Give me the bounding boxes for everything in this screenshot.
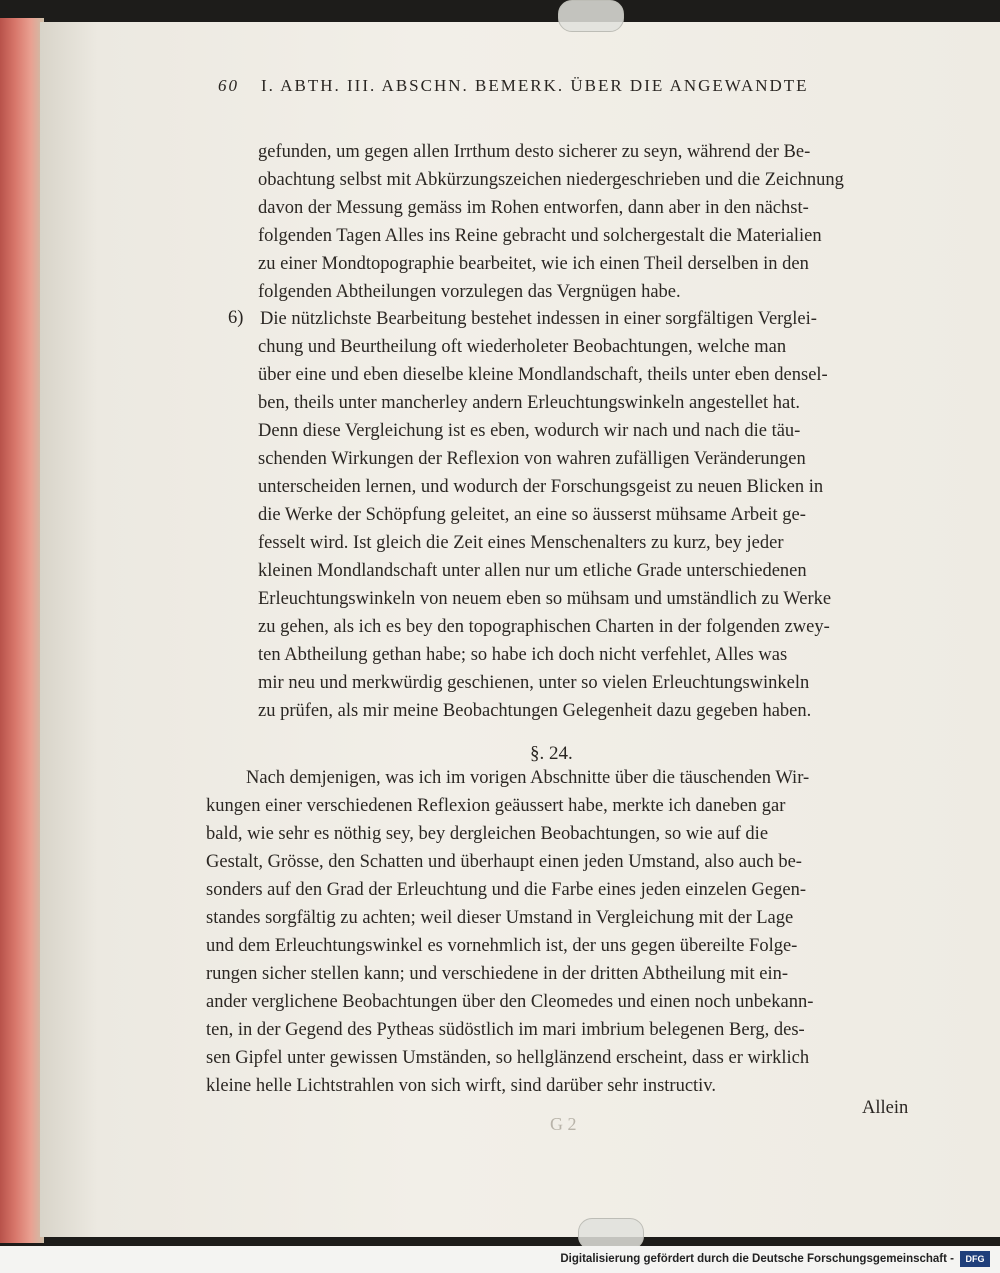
text-line: obachtung selbst mit Abkürzungszeichen niedergeschrieben und die Zeichnung	[258, 170, 844, 190]
text-line: mir neu und merkwürdig geschienen, unter so vielen Erleuchtungswinkeln	[258, 673, 810, 693]
dfg-logo: DFG	[960, 1251, 990, 1267]
text-line: bald, wie sehr es nöthig sey, bey dergleichen Beobachtungen, so wie auf die	[206, 824, 769, 844]
text-line: Die nützlichste Bearbeitung bestehet indessen in einer sorgfältigen Verglei-	[260, 309, 817, 329]
text-line: die Werke der Schöpfung geleitet, an eine so äusserst mühsame Arbeit ge-	[258, 505, 806, 525]
text-line: über eine und eben dieselbe kleine Mondlandschaft, theils unter eben densel-	[258, 365, 828, 385]
text-line: Denn diese Vergleichung ist es eben, wodurch wir nach und nach die täu-	[258, 421, 801, 441]
running-head-title: I. ABTH. III. ABSCHN. BEMERK. ÜBER DIE ANGEWANDTE	[261, 76, 809, 95]
text-line: folgenden Tagen Alles ins Reine gebracht und solchergestalt die Materialien	[258, 226, 822, 246]
text-line: und dem Erleuchtungswinkel es vornehmlich ist, der uns gegen übereilte Folge-	[206, 936, 798, 956]
running-head	[218, 76, 938, 96]
text-line: kleine helle Lichtstrahlen von sich wirft, sind darüber sehr instructiv.	[206, 1076, 716, 1096]
book-page	[40, 22, 1000, 1237]
text-line: ander verglichene Beobachtungen über den Cleomedes und einen noch unbekann-	[206, 992, 814, 1012]
text-line: zu gehen, als ich es bey den topographischen Charten in der folgenden zwey-	[258, 617, 830, 637]
text-line: standes sorgfältig zu achten; weil dieser Umstand in Vergleichung mit der Lage	[206, 908, 794, 928]
text-line: Erleuchtungswinkeln von neuem eben so mühsam und umständlich zu Werke	[258, 589, 832, 609]
text-line: sonders auf den Grad der Erleuchtung und die Farbe eines jeden einzelen Gegen-	[206, 880, 806, 900]
text-line: sen Gipfel unter gewissen Umständen, so hellglänzend erscheint, dass er wirklich	[206, 1048, 810, 1068]
text-line: zu einer Mondtopographie bearbeitet, wie ich einen Theil derselben in den	[258, 254, 809, 274]
text-line: chung und Beurtheilung oft wiederholeter Beobachtungen, welche man	[258, 337, 787, 357]
page-clip-top	[558, 0, 624, 32]
page-number: 60	[218, 76, 239, 95]
text-line: Nach demjenigen, was ich im vorigen Abschnitte über die täuschenden Wir-	[246, 768, 810, 788]
text-line: rungen sicher stellen kann; und verschiedene in der dritten Abtheilung mit ein-	[206, 964, 789, 984]
text-line: ten Abtheilung gethan habe; so habe ich doch nicht verfehlet, Alles was	[258, 645, 788, 665]
book-page-edges	[0, 18, 44, 1243]
text-line: davon der Messung gemäss im Rohen entworfen, dann aber in den nächst-	[258, 198, 809, 218]
footer-bar	[0, 1246, 1000, 1273]
footer-credit: Digitalisierung gefördert durch die Deutsche Forschungsgemeinschaft -	[560, 1253, 954, 1265]
text-line: kleinen Mondlandschaft unter allen nur um etliche Grade unterschiedenen	[258, 561, 807, 581]
text-line: fesselt wird. Ist gleich die Zeit eines Menschenalters zu kurz, bey jeder	[258, 533, 784, 553]
enumerator: 6)	[228, 308, 244, 328]
text-line: kungen einer verschiedenen Reflexion geäussert habe, merkte ich daneben gar	[206, 796, 786, 816]
signature-mark: G 2	[550, 1114, 577, 1134]
text-line: schenden Wirkungen der Reflexion von wahren zufälligen Veränderungen	[258, 449, 806, 469]
text-line: ben, theils unter mancherley andern Erleuchtungswinkeln angestellet hat.	[258, 393, 800, 413]
text-line: unterscheiden lernen, und wodurch der Forschungsgeist zu neuen Blicken in	[258, 477, 824, 497]
catchword: Allein	[862, 1098, 909, 1118]
text-line: ten, in der Gegend des Pytheas südöstlich im mari imbrium belegenen Berg, des-	[206, 1020, 805, 1040]
text-line: Gestalt, Grösse, den Schatten und überhaupt einen jeden Umstand, also auch be-	[206, 852, 802, 872]
text-line: zu prüfen, als mir meine Beobachtungen Gelegenheit dazu gegeben haben.	[258, 701, 812, 721]
text-line: folgenden Abtheilungen vorzulegen das Vergnügen habe.	[258, 282, 681, 302]
section-heading: §. 24.	[530, 743, 573, 764]
text-line: gefunden, um gegen allen Irrthum desto sicherer zu seyn, während der Be-	[258, 142, 811, 162]
